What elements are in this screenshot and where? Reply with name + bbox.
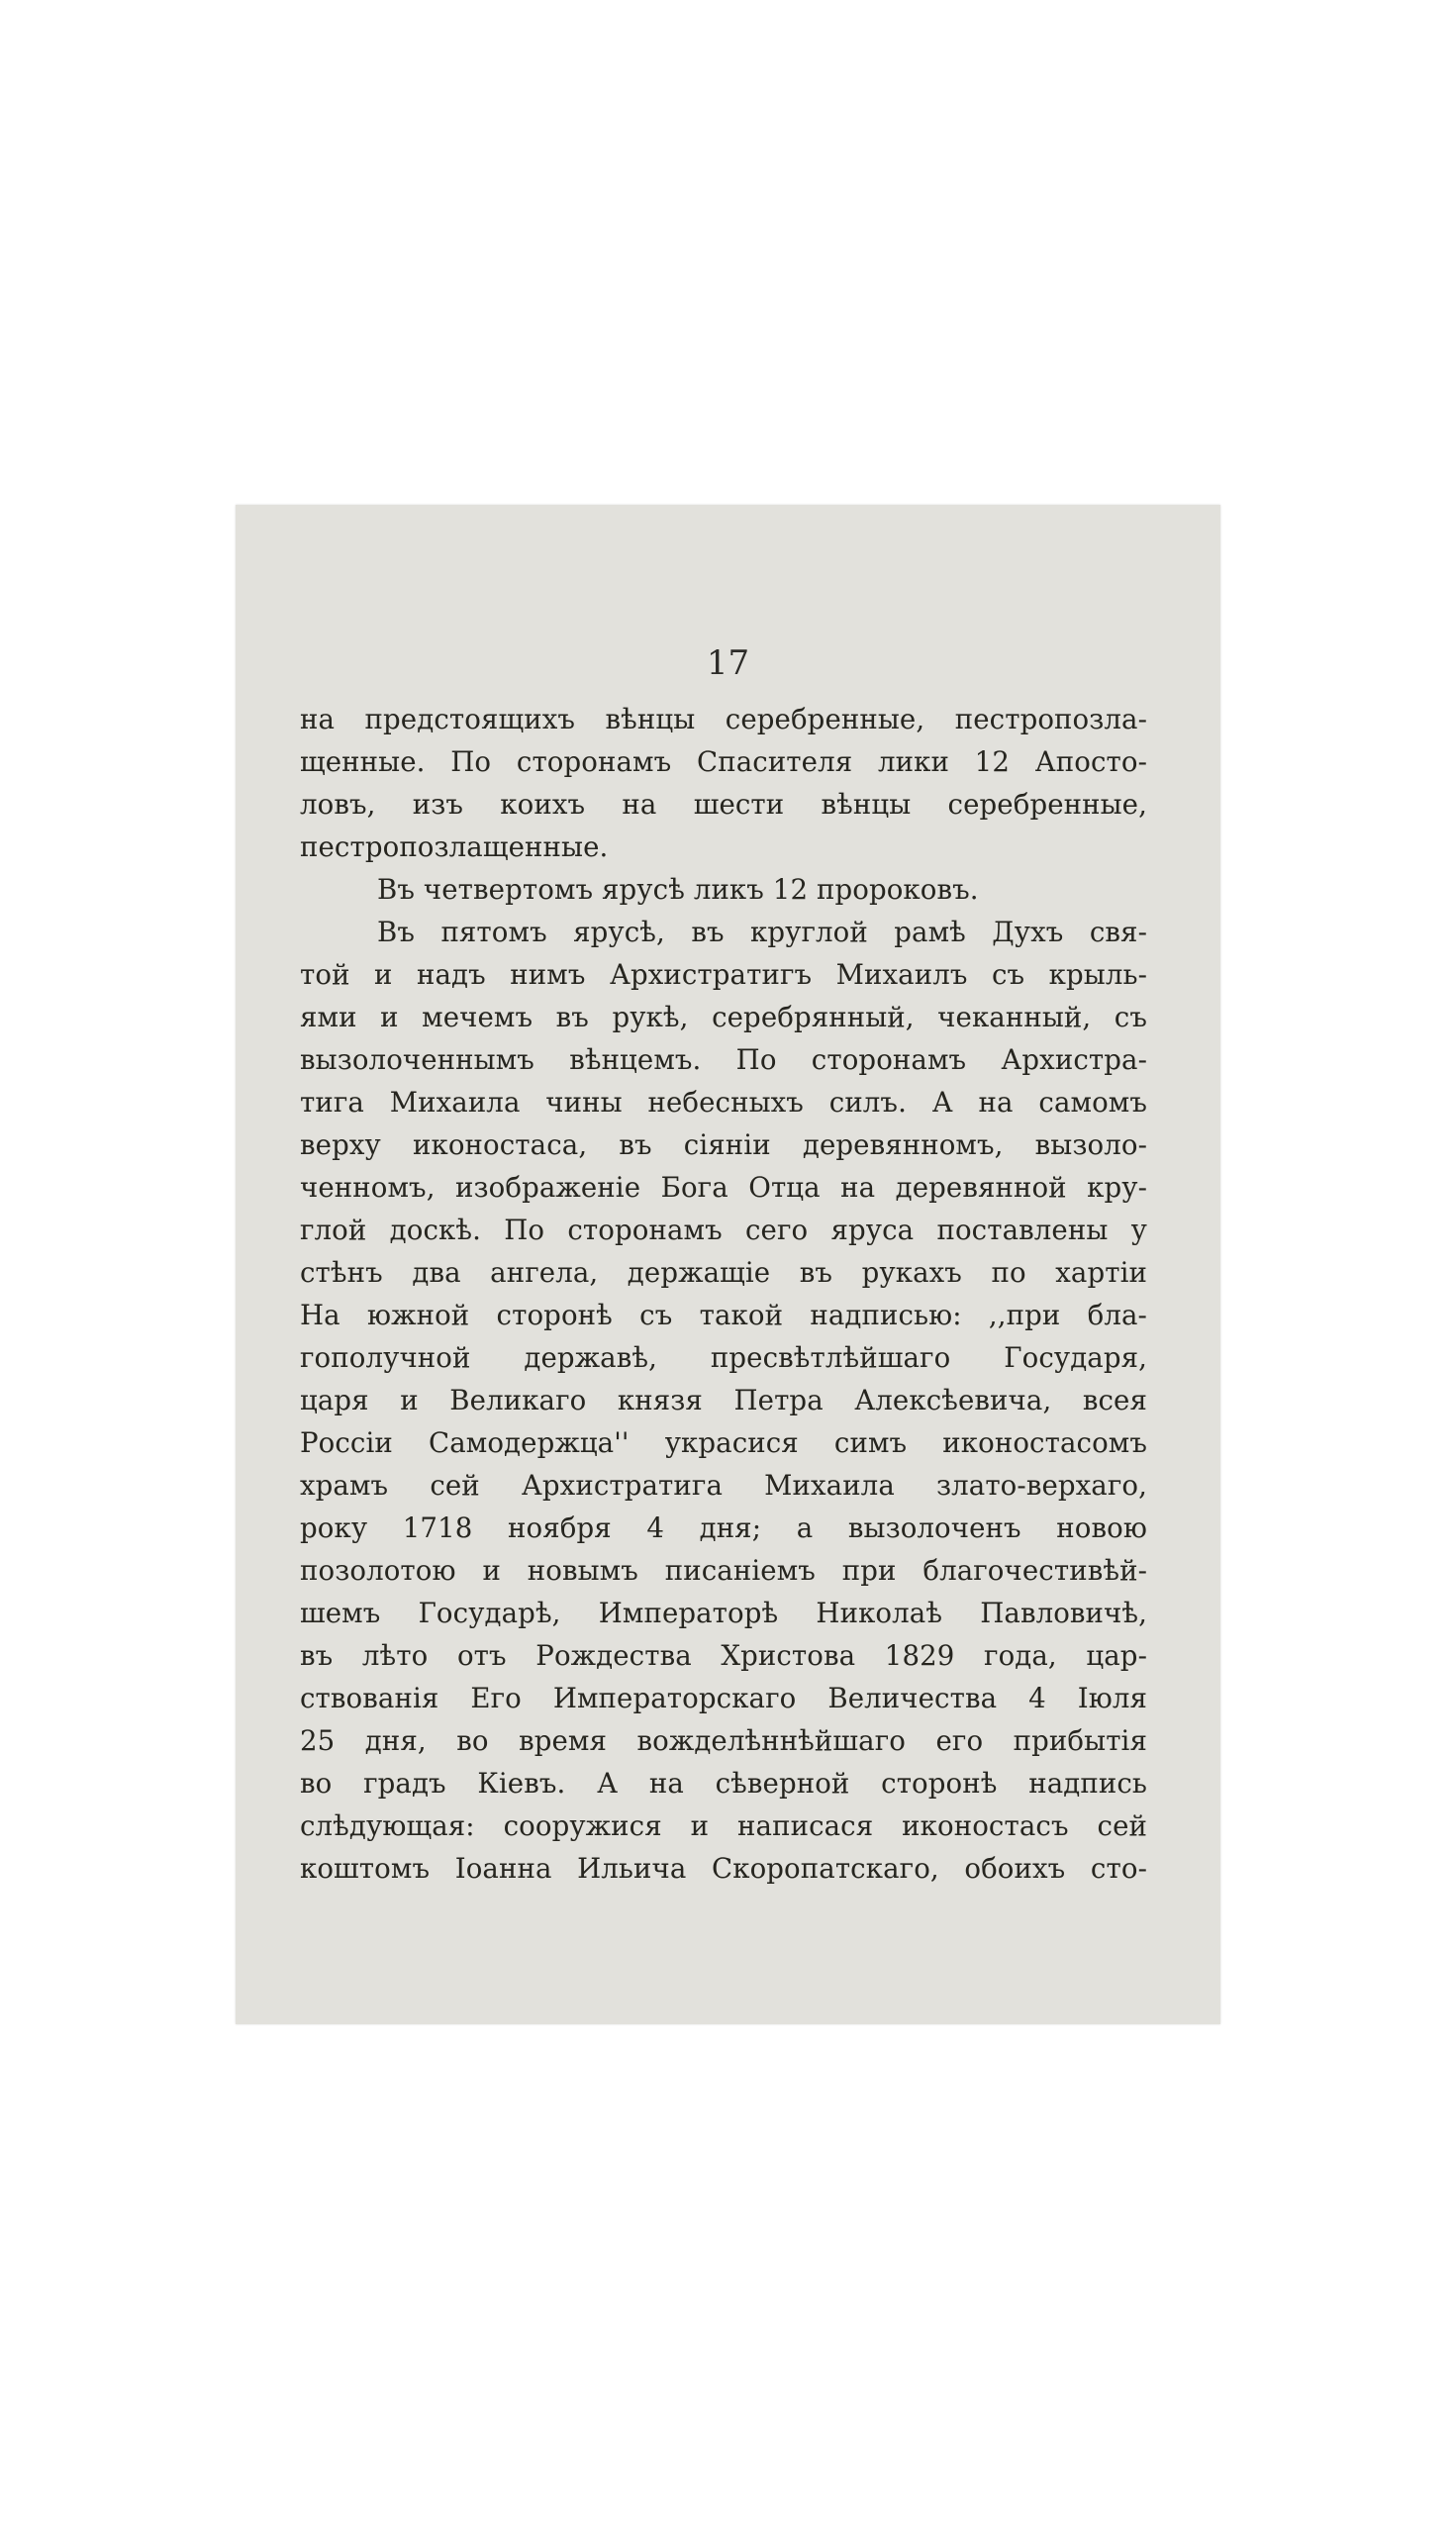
- text-line: стѣнъ два ангела, держащіе въ рукахъ по хартіи: [300, 1256, 1147, 1289]
- text-line: верху иконостаса, въ сіяніи деревянномъ, вызоло-: [300, 1128, 1147, 1161]
- text-line: тига Михаила чины небесныхъ силъ. А на самомъ: [300, 1086, 1147, 1119]
- text-line: ями и мечемъ въ рукѣ, серебрянный, чеканный, съ: [300, 1001, 1147, 1033]
- text-line: щенные. По сторонамъ Спасителя лики 12 Апосто-: [300, 745, 1147, 778]
- text-line: позолотою и новымъ писаніемъ при благочестивѣй-: [300, 1554, 1147, 1587]
- text-line: той и надъ нимъ Архистратигъ Михаилъ съ крыль-: [300, 958, 1147, 991]
- text-line: во градъ Кіевъ. А на сѣверной сторонѣ надпись: [300, 1767, 1147, 1800]
- text-line: ченномъ, изображеніе Бога Отца на деревянной кру-: [300, 1171, 1147, 1204]
- text-line: гополучной державѣ, пресвѣтлѣйшаго Государя,: [300, 1341, 1147, 1374]
- text-line: На южной сторонѣ съ такой надписью: ,,при бла-: [300, 1299, 1147, 1331]
- text-line: храмъ сей Архистратига Михаила злато-верхаго,: [300, 1469, 1147, 1502]
- text-line: слѣдующая: сооружися и написася иконостасъ сей: [300, 1809, 1147, 1842]
- text-line: коштомъ Іоанна Ильича Скоропатскаго, обоихъ сто-: [300, 1852, 1147, 1885]
- text-line: ловъ, изъ коихъ на шести вѣнцы серебренные,: [300, 788, 1147, 821]
- text-line: вызолоченнымъ вѣнцемъ. По сторонамъ Архистра-: [300, 1043, 1147, 1076]
- text-line: Въ пятомъ ярусѣ, въ круглой рамѣ Духъ свя-: [377, 916, 1147, 948]
- text-line: глой доскѣ. По сторонамъ сего яруса поставлены у: [300, 1214, 1147, 1246]
- page-number: 17: [706, 643, 750, 683]
- text-line: Въ четвертомъ ярусѣ ликъ 12 пророковъ.: [377, 873, 979, 906]
- text-line: 25 дня, во время вожделѣннѣйшаго его прибытія: [300, 1724, 1147, 1757]
- book-page: [236, 505, 1220, 2024]
- text-line: на предстоящихъ вѣнцы серебренные, пестропозла-: [300, 703, 1147, 735]
- text-line: въ лѣто отъ Рождества Христова 1829 года, цар-: [300, 1639, 1147, 1672]
- text-line: року 1718 ноября 4 дня; а вызолоченъ новою: [300, 1511, 1147, 1544]
- body-text: [300, 698, 1147, 1890]
- text-line: Россіи Самодержца'' украсися симъ иконостасомъ: [300, 1426, 1147, 1459]
- text-line: пестропозлащенные.: [300, 830, 609, 863]
- text-line: ствованія Его Императорскаго Величества 4 Іюля: [300, 1682, 1147, 1714]
- text-line: царя и Великаго князя Петра Алексѣевича, всея: [300, 1384, 1147, 1416]
- text-line: шемъ Государѣ, Императорѣ Николаѣ Павловичѣ,: [300, 1597, 1147, 1629]
